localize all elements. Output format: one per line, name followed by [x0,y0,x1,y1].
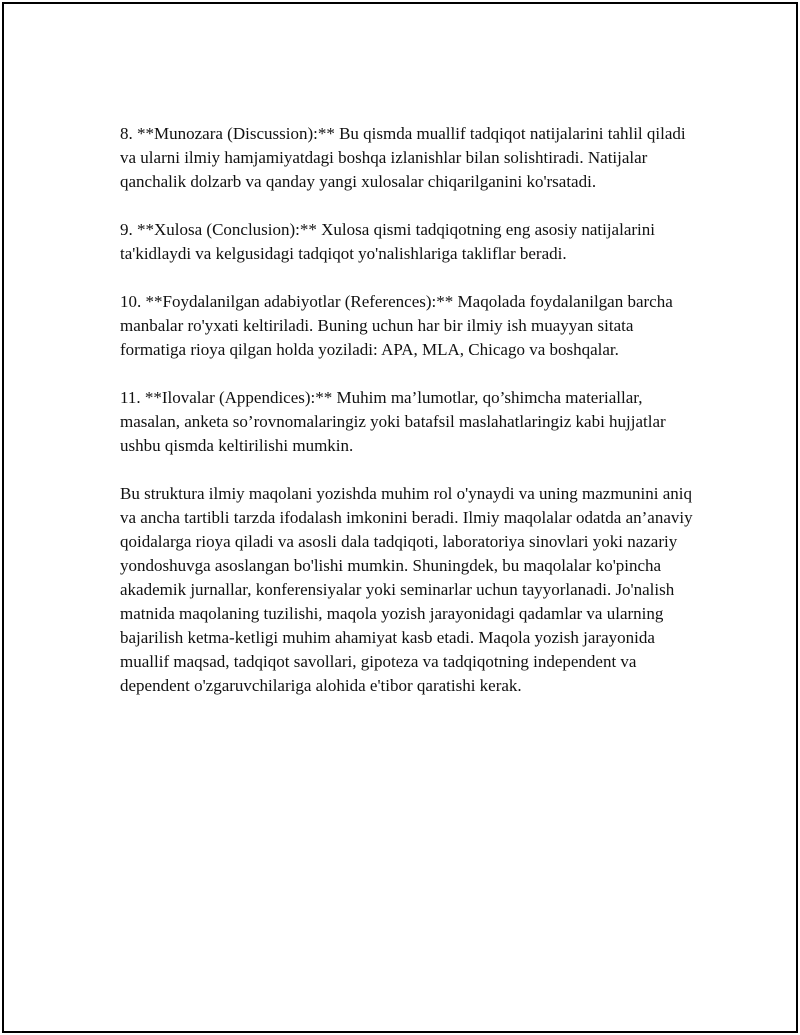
document-page [2,2,798,1033]
paragraph-summary: Bu struktura ilmiy maqolani yozishda muhim rol o'ynaydi va uning mazmunini aniq va ancha tartibli tarzda ifodalash imkonini beradi. Ilmiy maqolalar odatda an’anaviy qoidalarga rioya qiladi va asosli dala tadqiqoti, laboratoriya sinovlari yoki nazariy yondoshuvga asoslangan bo'lishi mumkin. Shuningdek, bu maqolalar ko'pincha akademik jurnallar, konferensiyalar yoki seminarlar uchun tayyorlanadi. Jo'nalish matnida maqolaning tuzilishi, maqola yozish jarayonidagi qadamlar va ularning bajarilish ketma-ketligi muhim ahamiyat kasb etadi. Maqola yozish jarayonida muallif maqsad, tadqiqot savollari, gipoteza va tadqiqotning independent va dependent o'zgaruvchilariga alohida e'tibor qaratishi kerak. [120,484,693,695]
paragraph-conclusion: 9. **Xulosa (Conclusion):** Xulosa qismi tadqiqotning eng asosiy natijalarini ta'kidlaydi va kelgusidagi tadqiqot yo'nalishlariga takliflar beradi. [120,220,655,263]
paragraph-references: 10. **Foydalanilgan adabiyotlar (References):** Maqolada foydalanilgan barcha manbalar ro'yxati keltiriladi. Buning uchun har bir ilmiy ish muayyan sitata formatiga rioya qilgan holda yoziladi: APA, MLA, Chicago va boshqalar. [120,292,673,359]
paragraph-discussion: 8. **Munozara (Discussion):** Bu qismda muallif tadqiqot natijalarini tahlil qiladi va ularni ilmiy hamjamiyatdagi boshqa izlanishlar bilan solishtiradi. Natijalar qanchalik dolzarb va qanday yangi xulosalar chiqarilganini ko'rsatadi. [120,124,686,191]
document-body [120,122,700,722]
paragraph-appendices: 11. **Ilovalar (Appendices):** Muhim ma’lumotlar, qo’shimcha materiallar, masalan, anketa so’rovnomalaringiz yoki batafsil maslahatlaringiz kabi hujjatlar ushbu qismda keltirilishi mumkin. [120,388,666,455]
